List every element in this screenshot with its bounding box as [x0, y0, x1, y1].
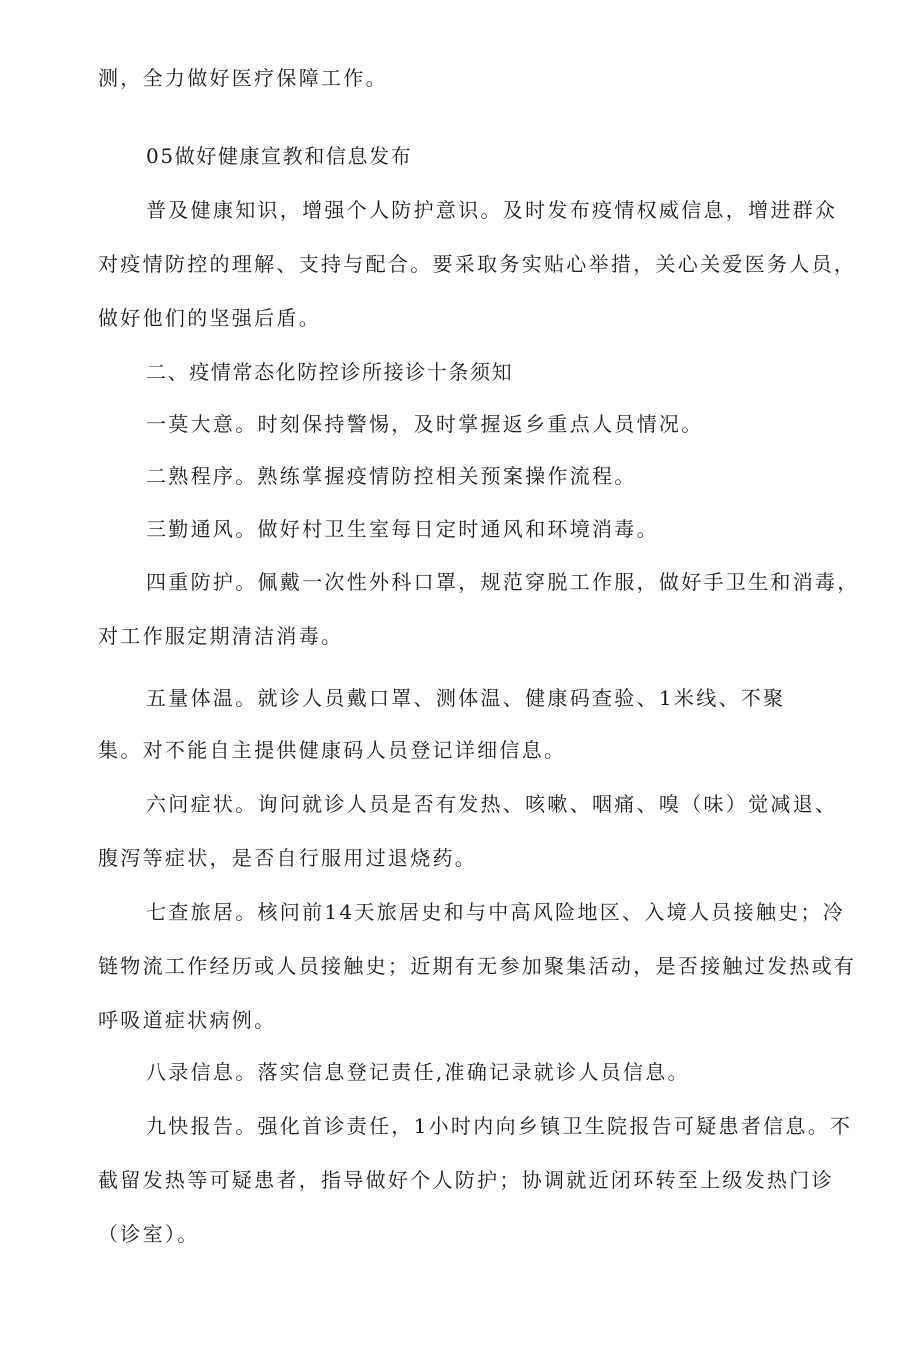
- text-line: 截留发热等可疑患者，指导做好个人防护；协调就近闭环转至上级发热门诊: [98, 1168, 834, 1192]
- text-line: 测，全力做好医疗保障工作。: [98, 66, 388, 90]
- text-line: 普及健康知识，增强个人防护意识。及时发布疫情权威信息，增进群众: [146, 198, 838, 222]
- text-line: 一莫大意。时刻保持警惕，及时掌握返乡重点人员情况。: [146, 412, 704, 436]
- text-line: 六问症状。询问就诊人员是否有发热、咳嗽、咽痛、嗅（味）觉减退、: [146, 792, 838, 816]
- text-line: 对疫情防控的理解、支持与配合。要采取务实贴心举措，关心关爱医务人员，: [98, 252, 857, 276]
- text-line: 做好他们的坚强后盾。: [98, 306, 321, 330]
- text-line: 二熟程序。熟练掌握疫情防控相关预案操作流程。: [146, 464, 637, 488]
- text-line: 八录信息。落实信息登记责任,准确记录就诊人员信息。: [146, 1060, 690, 1084]
- text-line: 集。对不能自主提供健康码人员登记详细信息。: [98, 738, 567, 762]
- text-line: 三勤通风。做好村卫生室每日定时通风和环境消毒。: [146, 517, 659, 541]
- text-line: 呼吸道症状病例。: [98, 1008, 277, 1032]
- text-line: 四重防护。佩戴一次性外科口罩，规范穿脱工作服，做好手卫生和消毒，: [146, 570, 860, 594]
- text-line: 腹泻等症状，是否自行服用过退烧药。: [98, 846, 478, 870]
- text-line: 对工作服定期清洁消毒。: [98, 624, 344, 648]
- section-heading: 二、疫情常态化防控诊所接诊十条须知: [146, 360, 514, 384]
- text-line: 七查旅居。核问前14天旅居史和与中高风险地区、入境人员接触史；冷: [146, 900, 846, 924]
- text-line: 九快报告。强化首诊责任，1小时内向乡镇卫生院报告可疑患者信息。不: [146, 1114, 853, 1138]
- section-heading: 05做好健康宣教和信息发布: [146, 144, 413, 168]
- text-line: 链物流工作经历或人员接触史；近期有无参加聚集活动，是否接触过发热或有: [98, 954, 857, 978]
- text-line: 五量体温。就诊人员戴口罩、测体温、健康码查验、1米线、不聚: [146, 686, 786, 710]
- text-line: （诊室）。: [98, 1222, 200, 1246]
